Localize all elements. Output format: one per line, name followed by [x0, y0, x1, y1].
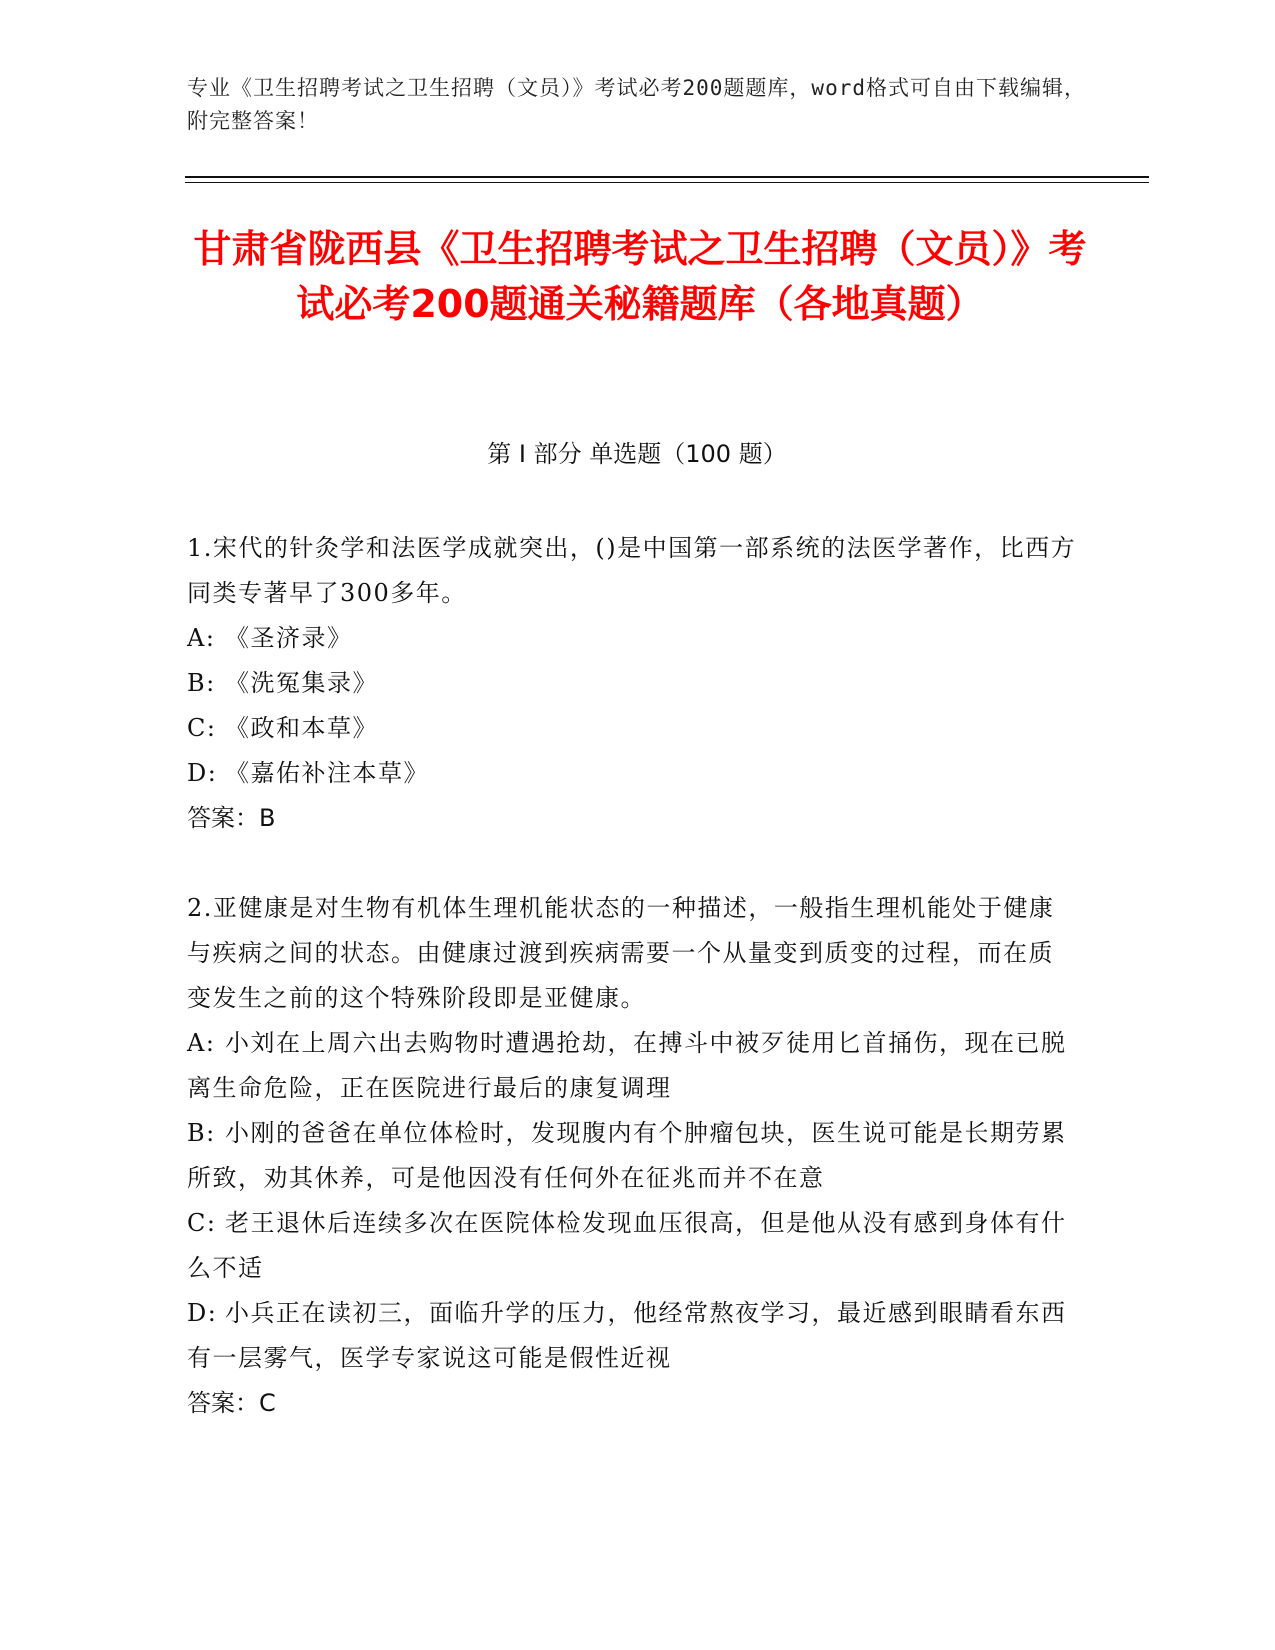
section-heading: 第 I 部分 单选题（100 题） [487, 440, 787, 468]
answer-line: 答案：B [187, 804, 276, 832]
header-divider-thick [185, 176, 1149, 178]
option-b [187, 661, 1077, 706]
option-c [187, 706, 1077, 751]
option-text: 小刚的爸爸在单位体检时，发现腹内有个肿瘤包块，医生说可能是长期劳累所致，劝其休养，可是他因没有任何外在征兆而并不在意 [187, 1119, 1067, 1192]
option-b [187, 1111, 1077, 1201]
option-letter: A: [187, 1029, 216, 1057]
option-letter: C: [187, 1209, 217, 1237]
option-text: 《圣济录》 [225, 624, 353, 652]
answer-line: 答案：C [187, 1389, 276, 1417]
option-text: 《政和本草》 [225, 714, 378, 742]
option-a [187, 1021, 1077, 1111]
question-stem: 1.宋代的针灸学和法医学成就突出，()是中国第一部系统的法医学著作，比西方同类专著早了300多年。 [187, 534, 1077, 607]
question-block [187, 886, 1077, 1426]
option-d [187, 751, 1077, 796]
option-text: 老王退休后连续多次在医院体检发现血压很高，但是他从没有感到身体有什么不适 [187, 1209, 1067, 1282]
option-letter: C: [187, 714, 217, 742]
option-letter: A: [187, 624, 216, 652]
option-text: 《嘉佑补注本草》 [225, 759, 429, 787]
option-letter: B: [187, 1119, 216, 1147]
option-text: 小刘在上周六出去购物时遭遇抢劫，在搏斗中被歹徒用匕首捅伤，现在已脱离生命危险，正在医院进行最后的康复调理 [187, 1029, 1067, 1102]
question-block [187, 526, 1077, 841]
option-letter: D: [187, 1299, 218, 1327]
option-letter: B: [187, 669, 216, 697]
question-stem: 2.亚健康是对生物有机体生理机能状态的一种描述，一般指生理机能处于健康与疾病之间的状态。由健康过渡到疾病需要一个从量变到质变的过程，而在质变发生之前的这个特殊阶段即是亚健康。 [187, 894, 1055, 1012]
option-d [187, 1291, 1077, 1381]
option-text: 小兵正在读初三，面临升学的压力，他经常熬夜学习，最近感到眼睛看东西有一层雾气，医学专家说这可能是假性近视 [187, 1299, 1067, 1372]
option-a [187, 616, 1077, 661]
header-divider-thin [185, 182, 1149, 183]
option-c [187, 1201, 1077, 1291]
header-note: 专业《卫生招聘考试之卫生招聘（文员）》考试必考200题题库，word格式可自由下载编辑，附完整答案！ [187, 76, 1086, 133]
option-letter: D: [187, 759, 218, 787]
document-title: 甘肃省陇西县《卫生招聘考试之卫生招聘（文员）》考试必考200题通关秘籍题库（各地真题） [193, 227, 1087, 326]
option-text: 《洗冤集录》 [225, 669, 378, 697]
